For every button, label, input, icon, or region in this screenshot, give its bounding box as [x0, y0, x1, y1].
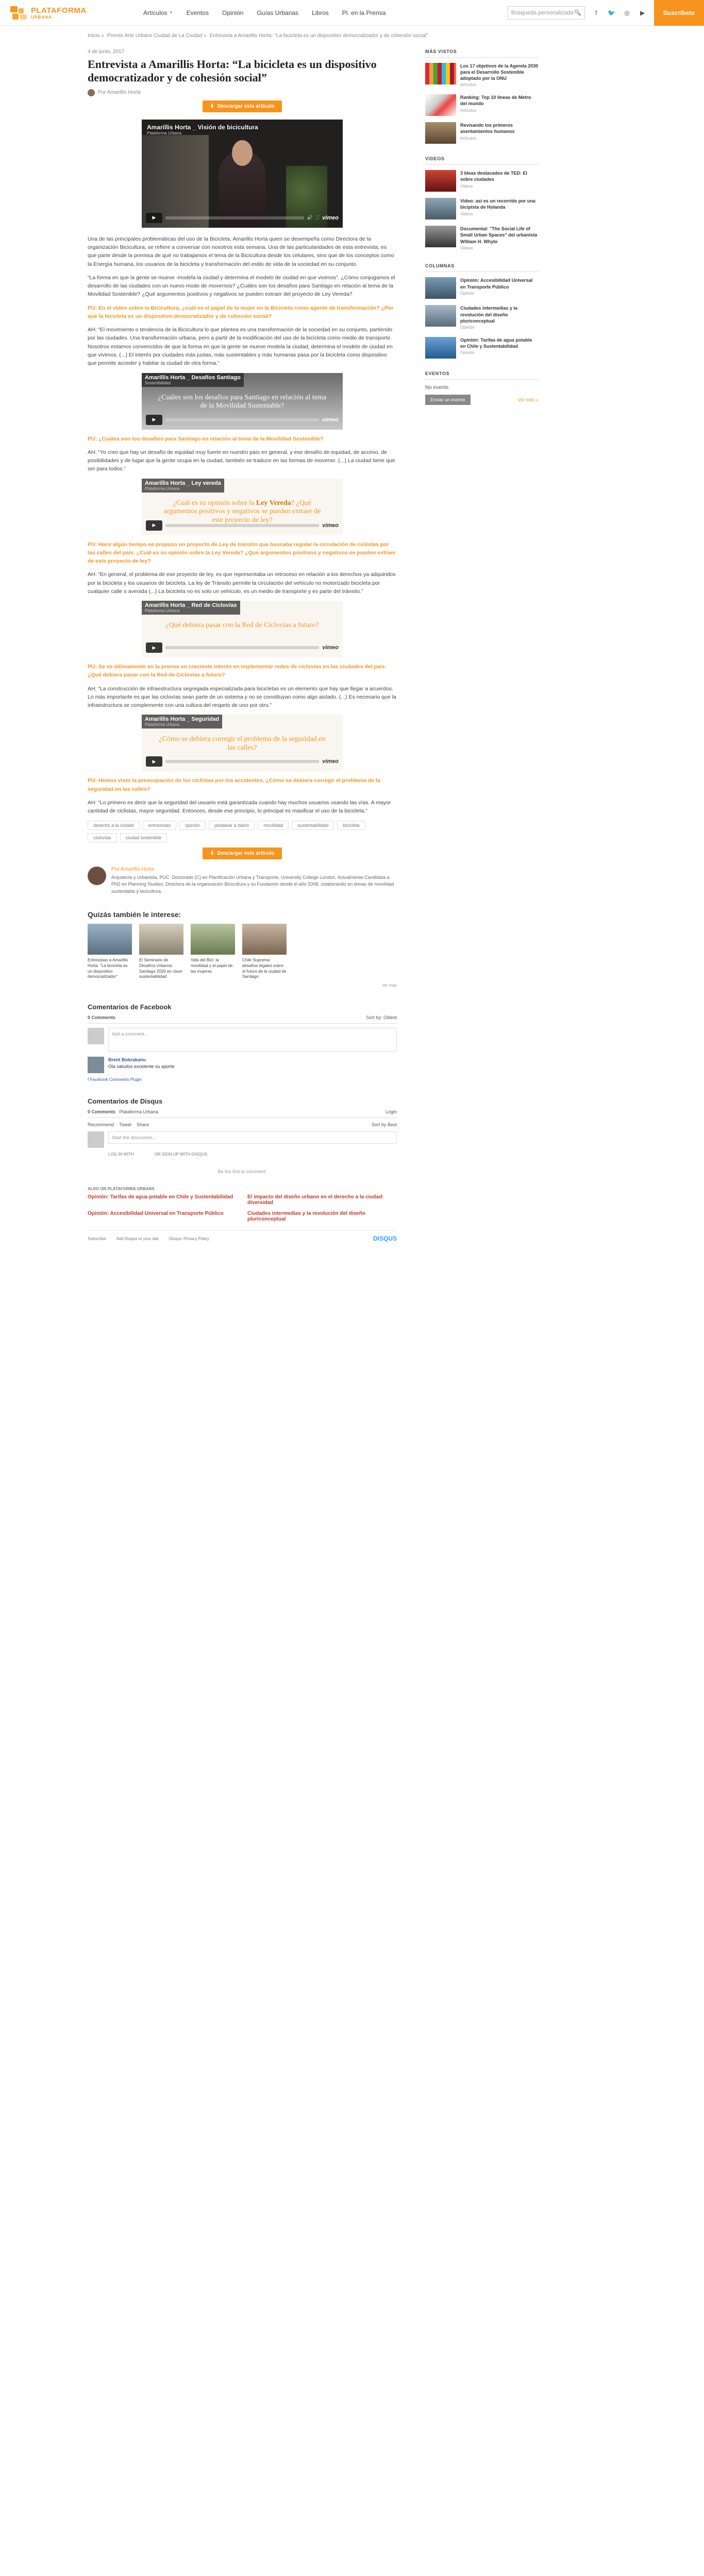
disqus-card[interactable]: Opinión: Tarifas de agua potable en Chile y Sustentabilidad: [88, 1194, 233, 1200]
related-item[interactable]: Chile Suprema: desafíos legales sobre el futuro de la ciudad de Santiago: [242, 924, 287, 980]
sidebar-thumb: [425, 277, 456, 299]
related-heading: Quizás también le interese:: [88, 910, 181, 919]
video-player[interactable]: [142, 373, 343, 430]
video-caption: ¿Qué debiera pasar con la Red de Ciclovías a futuro?: [165, 621, 319, 630]
facebook-icon: f: [88, 1077, 89, 1082]
first-comment-note: Be the first to comment.: [217, 1169, 267, 1175]
video-progress-bar[interactable]: [165, 760, 319, 763]
disqus-site: Plataforma Urbana: [119, 1109, 159, 1115]
video-progress-bar[interactable]: [165, 646, 319, 649]
download-icon: ⬇: [210, 103, 214, 109]
vimeo-logo[interactable]: vimeo: [322, 758, 339, 765]
author-box: [88, 867, 397, 895]
video-title: Amarillis Horta _ Red de Ciclovías Plataforma Urbana: [142, 601, 240, 615]
author-bio: Arquitecta y Urbanista, PUC. Doctorado (C) en Planificación Urbana y Transporte, University College London. Actualmente Candidata a PhD en Planning Studies; Directora de la organización Bicicultura y su Fundación desde el año 2008, colaborando en temas de movilidad sustentable y bicicultura.: [111, 874, 394, 894]
commenter-name[interactable]: Brent Bobrakanu: [108, 1057, 146, 1063]
sidebar-thumb: [425, 94, 456, 116]
video-caption: ¿Cuáles son los desafíos para Santiago en relación al tema de la Movilidad Sustentable?: [158, 393, 327, 410]
video-controls: [146, 642, 339, 653]
facebook-comments-heading: Comentarios de Facebook: [88, 1003, 172, 1011]
breadcrumb-current: Entrevista a Amarillis Horta: "La bicicleta es un dispositivo democratizador y de cohesión social": [209, 33, 428, 39]
question: PU: En el vídeo sobre la Bicicultura, ¿cuál es el papel de la mujer en la Bicicleta como agente de transformación? ¿Por qué la bicicleta es un dispositivo democratizador y de cohesión social?: [88, 304, 394, 319]
twitter-icon[interactable]: 🐦: [608, 9, 616, 16]
sidebar-thumb: [425, 122, 456, 144]
vimeo-logo[interactable]: vimeo: [322, 214, 339, 221]
disqus-comments: [88, 1097, 397, 1242]
login-button[interactable]: Login: [385, 1109, 397, 1115]
related-image: [242, 924, 287, 955]
question: PU: Se ve últimamente en la prensa un creciente interés en implementar redes de ciclovías en las ciudades del país. ¿Qué debiera pasar con la Red de Ciclovías a futuro?: [88, 664, 387, 679]
sidebar-heading: EVENTOS: [425, 371, 539, 380]
nav-opinion[interactable]: Opinión: [222, 9, 244, 16]
share-button[interactable]: Share: [137, 1122, 149, 1128]
video-player[interactable]: [142, 601, 343, 657]
avatar: [88, 1131, 104, 1148]
download-article-button[interactable]: ⬇ Descargar este artículo: [203, 848, 281, 859]
question: PU: ¿Cuáles son los desafíos para Santiago en relación al tema de la Movilidad Sostenible?: [88, 435, 324, 442]
article-column: [88, 49, 397, 1242]
sidebar-thumb: [425, 337, 456, 359]
tag[interactable]: ciudad sostenible: [120, 833, 167, 842]
byline: [88, 89, 397, 96]
tag[interactable]: sustentabilidad: [292, 821, 334, 830]
related-item[interactable]: Vida del Bici: la movilidad y el papel de las mujeres: [191, 924, 235, 980]
vimeo-logo[interactable]: vimeo: [322, 645, 339, 651]
related-image: [88, 924, 132, 955]
disqus-card[interactable]: Ciudades intermedias y la revolución del diseño pluriconceptual: [247, 1211, 365, 1223]
play-icon[interactable]: ▶: [146, 415, 162, 425]
search-input[interactable]: Búsqueda personalizada 🔍: [508, 6, 585, 20]
paragraph: AH: “Lo primero es decir que la seguridad del usuario está garantizada cuando hay muchos usuarios usando las vías. A mayor cantidad de ciclistas, mayor seguridad. Entonces, desde ese principio, lo principal es masificar el uso de la bicicleta.”: [88, 800, 391, 815]
tag[interactable]: opinión: [179, 821, 206, 830]
sidebar-item[interactable]: 3 Ideas destacados de TED: El sobre ciudades Videos: [425, 170, 539, 192]
facebook-comments: [88, 1003, 397, 1082]
video-player[interactable]: [142, 120, 343, 228]
video-face: [232, 140, 253, 166]
search-icon[interactable]: 🔍: [574, 10, 581, 16]
tweet-button[interactable]: Tweet: [119, 1122, 132, 1128]
paragraph: “La forma en que la gente se mueve -modela la ciudad y determina el modelo de ciudad en que vivimos”. ¿Cómo conjugamos el desarrollo de las ciudades con un nuevo modo de movernos? ¿Cuáles son los desafíos para Santiago en relación al tema de la Movilidad Sostenible? ¿Qué argumentos positivos y negativos se pueden extraer del proyecto de Ley Vereda?: [88, 274, 395, 298]
related-item[interactable]: El Seminario de Desafíos Urbanos Santiago 2020 en clave sustentabilidad: [139, 924, 183, 980]
video-controls: [146, 520, 339, 531]
nav-libros[interactable]: Libros: [312, 9, 329, 16]
subscribe-link[interactable]: Subscribe: [88, 1236, 106, 1241]
video-controls: [146, 414, 339, 426]
subscribe-button[interactable]: Suscríbete: [654, 0, 704, 26]
related-articles: [88, 910, 397, 988]
paragraph: AH: “El movimiento o tendencia de la Bicicultura lo que plantea es una transformación de la sociedad en su conjunto, partiendo por las ciudades. Una transformación urbana, pero a partir de la modificación del uso de la bicicleta como medio de transporte. Nosotros estamos convencidos de que la forma en que la gente se mueve modela la ciudad, determina el modelo de ciudad en que vivimos. (...) El interés por ciudades más justas, más sustentables y más humanas pasa por la bicicleta como dispositivo que permite acceder y habitar la ciudad de otra forma.”: [88, 327, 393, 367]
add-disqus-link[interactable]: Add Disqus to your site: [116, 1236, 159, 1241]
sidebar-item[interactable]: Documental: "The Social Life of Small Urban Spaces" del urbanista William H. Whyte Videos: [425, 226, 539, 251]
vimeo-logo[interactable]: vimeo: [322, 416, 339, 423]
nav-eventos[interactable]: Eventos: [186, 9, 209, 16]
privacy-link[interactable]: Disqus' Privacy Policy: [169, 1236, 209, 1241]
video-progress-bar[interactable]: [165, 216, 304, 219]
sidebar-item[interactable]: Los 17 objetivos de la Agenda 2030 para el Desarrollo Sostenible adoptado por la ONU Artículos: [425, 63, 539, 88]
author-name[interactable]: Por Amarillis Horta: [111, 866, 154, 872]
video-player[interactable]: [142, 715, 343, 771]
no-events-text: No events.: [425, 384, 450, 391]
paragraph: AH: “La construcción de infraestructura segregada especializada para bicicletas es un elemento que hay que llegar a acuerdos. Lo más importante es que las ciclovías sean parte de un sistema y no se constituyan como algo aislado. (...) Es necesario que la infraestructura se complemente con una cultura del respeto de uno por otro.”: [88, 685, 396, 709]
comment-text: Ola saludos excelente su aporte: [108, 1063, 175, 1069]
related-image: [139, 924, 183, 955]
avatar: [88, 1057, 104, 1073]
volume-icon[interactable]: 🔊: [307, 215, 313, 221]
tag[interactable]: entrevistas: [143, 821, 177, 830]
paragraph: AH: “En general, el problema de ese proyecto de ley, es que representaba un retroceso en relación a los derechos ya adquiridos por la bicicleta y los usuarios de bicicleta. La ley de Tránsito permite la circulación del vehículo no motorizado bicicleta por cualquier calle o avenida (...) La bicicleta no es solo un vehículo, es un medio de transporte y es parte del tránsito.”: [88, 571, 396, 595]
disqus-card[interactable]: Opinión: Accesibilidad Universal en Transporte Público: [88, 1211, 224, 1217]
breadcrumb: Inicio » Premio Arte Urbano Ciudad de La Ciudad » Entrevista a Amarillis Horta: "La bicicleta es un dispositivo democratizador y de cohesión social": [88, 33, 428, 39]
chevron-down-icon: ▼: [169, 10, 173, 15]
article-date: 4 de junio, 2017: [88, 49, 125, 55]
fullscreen-icon[interactable]: ⛶: [315, 215, 320, 221]
comment-input[interactable]: Add a comment...: [108, 1028, 397, 1052]
sidebar-thumb: [425, 170, 456, 192]
video-title: Amarillis Horta _ Seguridad Plataforma Urbana: [142, 715, 222, 728]
video-caption: ¿Cómo se debiera corregir el problema de la seguridad en las calles?: [159, 735, 326, 752]
nav-articulos[interactable]: Artículos ▼: [143, 9, 173, 16]
video-player[interactable]: [142, 479, 343, 535]
question: PU: Hemos visto la preocupación de los ciclistas por los accidentes. ¿Cómo se debiera corregir el problema de la seguridad en las calles?: [88, 777, 380, 792]
avatar: [88, 1028, 104, 1044]
signup-label: OR SIGN UP WITH DISQUS: [154, 1152, 208, 1157]
logo-mark-icon: [10, 5, 28, 21]
facebook-icon[interactable]: f: [595, 9, 597, 16]
sidebar-heading: COLUMNAS: [425, 263, 539, 272]
comment-count: 0 Comments: [88, 1109, 116, 1115]
logo-text: PLATAFORMA URBANA: [31, 6, 87, 20]
recommend-button[interactable]: Recommend: [88, 1122, 114, 1128]
related-more-link[interactable]: ver más: [382, 983, 397, 988]
sidebar-heading: MÁS VISTOS: [425, 49, 539, 58]
facebook-plugin-link[interactable]: f Facebook Comments Plugin: [88, 1077, 142, 1082]
tag[interactable]: movilidad: [258, 821, 289, 830]
tag-list: [88, 821, 397, 842]
sidebar-item[interactable]: Revisando los primeros asentamientos humanos Artículos: [425, 122, 539, 144]
video-controls: [146, 212, 339, 224]
top-navigation-bar: [0, 0, 704, 26]
sidebar-item[interactable]: Video: así es un recorrido por una bicipista de Holanda Videos: [425, 198, 539, 219]
article-title: Entrevista a Amarillis Horta: “La bicicleta es un dispositivo democratizador y de cohesión social”: [88, 58, 377, 84]
instagram-icon[interactable]: ◎: [624, 9, 630, 16]
disqus-logo[interactable]: DISQUS: [373, 1235, 397, 1243]
sort-select[interactable]: Sort by: Oldest: [366, 1015, 397, 1021]
comment-count: 0 Comments: [88, 1015, 116, 1021]
tag[interactable]: pedalear a diario: [209, 821, 255, 830]
nav-prensa[interactable]: Pl. en la Prensa: [342, 9, 386, 16]
download-article-button[interactable]: ⬇ Descargar este artículo: [203, 100, 281, 112]
events-more-link[interactable]: Ver más »: [517, 397, 539, 402]
video-title: Amarillis Horta _ Ley vereda Plataforma Urbana: [142, 479, 224, 493]
site-logo[interactable]: [10, 5, 103, 21]
author-link[interactable]: Por Amarillis Horta: [98, 90, 141, 96]
sidebar-thumb: [425, 63, 456, 84]
youtube-icon[interactable]: ▶: [640, 9, 645, 16]
sidebar-thumb: [425, 305, 456, 327]
play-icon[interactable]: ▶: [146, 520, 162, 531]
video-title: Amarillis Horta _ Visión de bicicultura Plataforma Urbana: [147, 123, 258, 135]
avatar: [88, 89, 95, 96]
breadcrumb-home[interactable]: Inicio: [88, 33, 100, 39]
sidebar-item[interactable]: Opinión: Accesibilidad Universal en Transporte Público Opinión: [425, 277, 539, 299]
tag[interactable]: ciclovías: [88, 833, 117, 842]
related-image: [191, 924, 235, 955]
video-caption: ¿Cuál es su opinión sobre la Ley Vereda? ¿Qué argumentos positivos y negativos se pueden extraer de este proyecto de ley?: [163, 499, 321, 524]
discussion-input[interactable]: Start the discussion...: [108, 1131, 397, 1144]
nav-guias-urbanas[interactable]: Guías Urbanas: [257, 9, 299, 16]
play-icon[interactable]: ▶: [146, 213, 162, 223]
vimeo-logo[interactable]: vimeo: [322, 522, 339, 529]
avatar: [88, 867, 106, 885]
paragraph: AH: “Yo creo que hay un desafío de equidad muy fuerte en nuestro país en general, y ese desafío de equidad, de acceso, de posibilidades y de lugar que la gente ocupa en la ciudad, también se traduce en las formas de moverse. (...) La ciudad tiene que ser para todos.”: [88, 449, 395, 472]
download-icon: ⬇: [210, 850, 214, 856]
also-on-label: ALSO ON PLATAFORMA URBANA: [88, 1187, 155, 1192]
play-icon[interactable]: ▶: [146, 642, 162, 653]
sidebar-thumb: [425, 198, 456, 219]
video-progress-bar[interactable]: [165, 418, 319, 421]
sidebar-heading: VIDEOS: [425, 156, 539, 165]
paragraph: Una de las principales problemáticas del uso de la Bicicleta, Amarillis Horta quien se desempeña como Directora de la organización Bicicultura, se refiere a conversar con nosotros esta semana. Una de las particularidades de esta entrevista, es que parte desde la premisa de qué no trabajamos el tema de la Bicicultura desde los celulares, sino que de los conceptos como la Energía humana, los usuarios de la bicicleta y transformación del estilo de vida de la sociedad en su conjunto.: [88, 235, 394, 267]
sidebar-item[interactable]: Ranking: Top 10 líneas de Metro del mundo Artículos: [425, 94, 539, 116]
related-item[interactable]: Entrevistas a Amarillis Horta: "La bicicleta es un dispositivo democratizador": [88, 924, 132, 980]
disqus-card[interactable]: El impacto del diseño urbano en el derecho a la ciudad: diversidad: [247, 1194, 384, 1206]
breadcrumb-category[interactable]: Premio Arte Urbano Ciudad de La Ciudad: [107, 33, 203, 39]
sidebar-item[interactable]: Ciudades intermedias y la revolución del diseño pluriconceptual Opinión: [425, 305, 539, 330]
sidebar: [425, 49, 539, 405]
video-progress-bar[interactable]: [165, 524, 319, 527]
play-icon[interactable]: ▶: [146, 756, 162, 767]
login-with-label: LOG IN WITH: [108, 1152, 134, 1157]
video-title: Amarillis Horta _ Desafíos Santiago Sostenibilidad: [142, 373, 244, 387]
sidebar-thumb: [425, 226, 456, 247]
tag[interactable]: derecho a la ciudad: [88, 821, 140, 830]
main-nav: [143, 9, 385, 16]
sidebar-item[interactable]: Opinión: Tarifas de agua potable en Chile y Sustentabilidad Opinión: [425, 337, 539, 359]
submit-event-button[interactable]: Enviar un evento: [425, 395, 471, 405]
video-controls: [146, 756, 339, 767]
disqus-heading: Comentarios de Disqus: [88, 1097, 163, 1106]
question: PU: Hace algún tiempo se propuso un proyecto de Ley de tránsito que buscaba regular la circulación de ciclistas por las calles del país. ¿Cuál es su opinión sobre la Ley Vereda? ¿Qué argumentos positivos y negativos se pueden extraer de este proyecto de ley?: [88, 541, 396, 565]
tag[interactable]: bicicleta: [337, 821, 365, 830]
sort-select[interactable]: Sort by Best: [371, 1122, 397, 1128]
